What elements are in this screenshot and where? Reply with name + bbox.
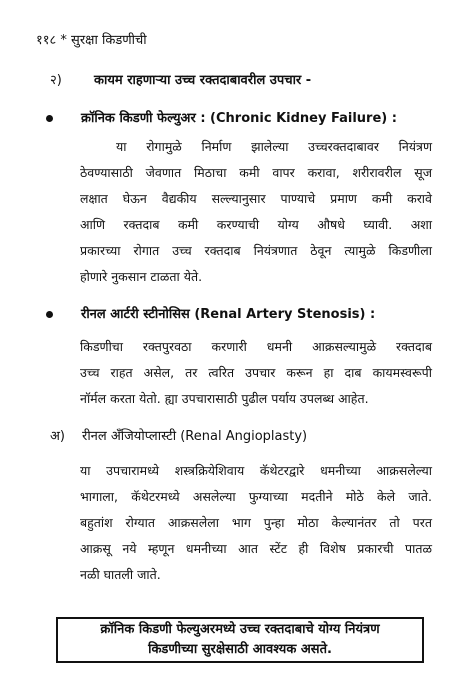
page-header: ११८ * सुरक्षा किडणीची (36, 33, 147, 48)
highlight-note-box (56, 617, 424, 663)
paragraph-line: आक्रसू नये म्हणून धमनीच्या आत स्टेंट ही विशेष प्रकारची पातळ (80, 541, 432, 556)
paragraph-line: होणारे नुकसान टाळता येते. (80, 269, 203, 284)
paragraph-angioplasty (80, 458, 432, 588)
section-heading (50, 70, 311, 88)
paragraph-line: नॉर्मल करता येतो. ह्या उपचारासाठी पुढील पर्याय उपलब्ध आहेत. (80, 391, 369, 406)
bullet-icon (46, 311, 53, 318)
paragraph-line: उच्च राहत असेल, तर त्वरित उपचार करून हा दाब कायमस्वरूपी (80, 365, 432, 380)
note-line: क्रॉनिक किडणी फेल्युअरमध्ये उच्च रक्तदाबाचे योग्य नियंत्रण (100, 622, 380, 637)
paragraph-line: नळी घातली जाते. (80, 567, 161, 582)
bullet-heading-stenosis (46, 304, 375, 322)
note-line: किडणीच्या सुरक्षेसाठी आवश्यक असते. (148, 642, 332, 657)
paragraph-line: किडणीचा रक्तपुरवठा करणारी धमनी आक्रसल्यामुळे रक्तदाब (80, 339, 432, 354)
bullet-title: रीनल आर्टरी स्टीनोसिस (Renal Artery Stenosis) : (81, 307, 376, 322)
paragraph-line: ठेवण्यासाठी जेवणात मिठाचा कमी वापर करावा, शरीरावरील सूज (80, 165, 432, 180)
subsection-number: अ) (50, 429, 66, 444)
bullet-heading-ckd (46, 108, 397, 126)
section-number: २) (50, 73, 62, 88)
paragraph-line: भागाला, कॅथेटरमध्ये असलेल्या फुग्याच्या मदतीने मोठे केले जाते. (80, 489, 432, 504)
paragraph-ckd (80, 134, 432, 290)
subsection-title: रीनल अँजियोप्लास्टी (Renal Angioplasty) (82, 429, 308, 444)
paragraph-line: प्रकारच्या रोगात उच्च रक्तदाब नियंत्रणात ठेवून त्यामुळे किडणीला (80, 243, 432, 258)
paragraph-stenosis (80, 334, 432, 412)
bullet-icon (46, 115, 53, 122)
section-title: कायम राहणाऱ्या उच्च रक्तदाबावरील उपचार - (94, 73, 312, 88)
bullet-title: क्रॉनिक किडणी फेल्युअर : (Chronic Kidney Failure) : (81, 111, 397, 126)
paragraph-line: या उपचारामध्ये शस्त्रक्रियेशिवाय कॅथेटरद्वारे धमनीच्या आक्रसलेल्या (80, 463, 432, 478)
paragraph-line: आणि रक्तदाब कमी करण्याची योग्य औषधे घ्यावी. अशा (80, 217, 432, 232)
paragraph-line: या रोगामुळे निर्माण झालेल्या उच्चरक्तदाबावर नियंत्रण (116, 139, 432, 154)
paragraph-line: लक्षात घेऊन वैद्यकीय सल्ल्यानुसार पाण्याचे प्रमाण कमी करावे (80, 191, 432, 206)
paragraph-line: बहुतांश रोग्यात आक्रसलेला भाग पुन्हा मोठा केल्यानंतर तो परत (80, 515, 432, 530)
subsection-heading (50, 426, 307, 444)
